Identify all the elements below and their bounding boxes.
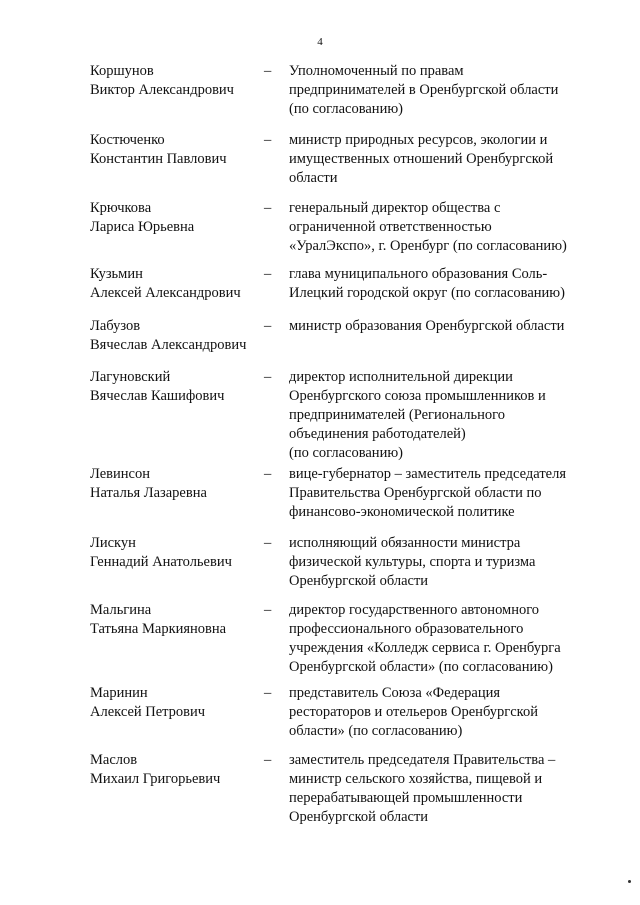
member-name: Кузьмин Алексей Александрович [90, 266, 241, 301]
dash-separator: – [264, 752, 272, 768]
member-name: Коршунов Виктор Александрович [90, 63, 234, 98]
member-position: представитель Союза «Федерация рестораторов и отельеров Оренбургской области» (по согласованию) [289, 685, 538, 739]
member-name: Крючкова Лариса Юрьевна [90, 200, 195, 235]
member-position: директор государственного автономного профессионального образовательного учреждения «Колледж сервиса г. Оренбурга Оренбургской области» (по согласованию) [289, 602, 561, 675]
scan-speck [628, 880, 631, 883]
dash-separator: – [264, 602, 272, 618]
member-position: генеральный директор общества с ограниченной ответственностью «УралЭкспо», г. Оренбург (по согласованию) [289, 200, 567, 254]
member-position: глава муниципального образования Соль- Илецкий городской округ (по согласованию) [289, 266, 565, 301]
member-position: Уполномоченный по правам предпринимателей в Оренбургской области (по согласованию) [289, 63, 559, 117]
member-name: Маринин Алексей Петрович [90, 685, 206, 720]
dash-separator: – [264, 318, 272, 334]
member-position: директор исполнительной дирекции Оренбургского союза промышленников и предпринимателей (Регионального объединения работодателей) (по согласованию) [289, 369, 546, 461]
dash-separator: – [264, 369, 272, 385]
page-number: 4 [317, 36, 323, 48]
member-position: вице-губернатор – заместитель председателя Правительства Оренбургской области по финансово-экономической политике [289, 466, 566, 520]
dash-separator: – [264, 200, 272, 216]
dash-separator: – [264, 685, 272, 701]
member-name: Маслов Михаил Григорьевич [90, 752, 221, 787]
dash-separator: – [264, 535, 272, 551]
member-name: Левинсон Наталья Лазаревна [90, 466, 207, 501]
dash-separator: – [264, 266, 272, 282]
member-position: министр природных ресурсов, экологии и имущественных отношений Оренбургской области [289, 132, 554, 186]
dash-separator: – [264, 466, 272, 482]
dash-separator: – [264, 132, 272, 148]
member-position: исполняющий обязанности министра физической культуры, спорта и туризма Оренбургской области [289, 535, 536, 589]
dash-separator: – [264, 63, 272, 79]
member-name: Мальгина Татьяна Маркияновна [90, 602, 227, 637]
member-name: Лискун Геннадий Анатольевич [90, 535, 232, 570]
member-position: заместитель председателя Правительства – министр сельского хозяйства, пищевой и перерабатывающей промышленности Оренбургской области [289, 752, 556, 825]
member-name: Лагуновский Вячеслав Кашифович [90, 369, 225, 404]
member-position: министр образования Оренбургской области [289, 318, 565, 334]
member-name: Лабузов Вячеслав Александрович [90, 318, 247, 353]
member-name: Костюченко Константин Павлович [90, 132, 227, 167]
